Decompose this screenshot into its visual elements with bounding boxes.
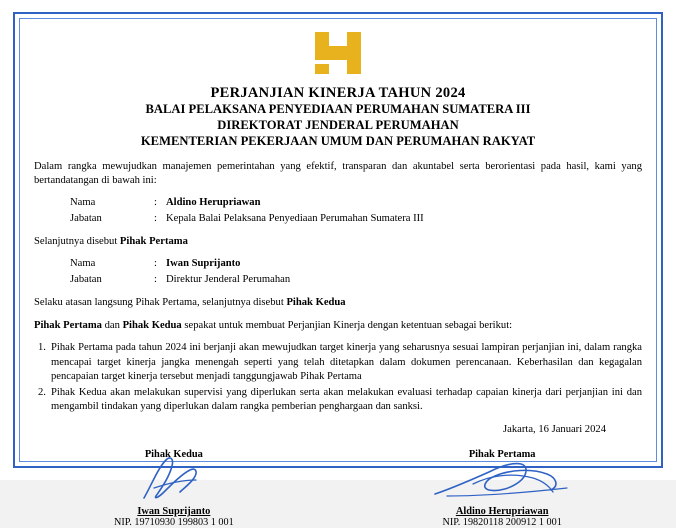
- pupr-logo-icon: [315, 32, 361, 74]
- party-second-position-label: Jabatan: [70, 273, 102, 285]
- clause-number: 2.: [38, 387, 46, 399]
- agreement-rest: sepakat untuk membuat Perjanjian Kinerja dengan ketentuan sebagai berikut:: [181, 320, 513, 332]
- clause-list: [34, 341, 642, 414]
- signature-left-mark-area: [34, 460, 314, 506]
- intro-paragraph: Dalam rangka mewujudkan manajemen pemerintahan yang efektif, transparan dan akuntabel serta berorientasi pada hasil, kami yang bertandatangan di bawah ini:: [34, 161, 642, 187]
- clause-item: [34, 341, 642, 384]
- document-subtitle-ministry: KEMENTERIAN PEKERJAAN UMUM DAN PERUMAHAN RAKYAT: [140, 133, 536, 148]
- party-first-position-separator: :: [154, 212, 157, 224]
- party-first-name-separator: :: [154, 197, 157, 209]
- signature-left-name: Iwan Suprijanto: [137, 506, 211, 518]
- logo-shape-left: [315, 32, 329, 60]
- party-first-details: [70, 195, 642, 226]
- clause-text: Pihak Kedua akan melakukan supervisi yang diperlukan serta akan melakukan evaluasi terhadap capaian kinerja dari perjanjian ini dan mengambil tindakan yang diperlukan dalam rangka pemberian penghargaan dan sanksi.: [51, 387, 642, 413]
- party-second-details: [70, 256, 642, 287]
- party-second-designation-label: Pihak Kedua: [286, 297, 346, 309]
- party-first-position-row: [70, 211, 642, 226]
- clause-number: 1.: [38, 342, 46, 354]
- document-title: PERJANJIAN KINERJA TAHUN 2024: [210, 85, 466, 101]
- agreement-conjunction: dan: [101, 320, 123, 332]
- agreement-party-first: Pihak Pertama: [34, 320, 102, 332]
- party-second-designation-prefix: Selaku atasan langsung Pihak Pertama, selanjutnya disebut: [34, 297, 287, 309]
- signature-right-nip: NIP. 19820118 200912 1 001: [442, 517, 562, 528]
- party-second-name-separator: :: [154, 258, 157, 270]
- signature-left-nip: NIP. 19710930 199803 1 001: [113, 517, 234, 528]
- party-first-name-label: Nama: [70, 197, 96, 209]
- signature-right-name: Aldino Herupriawan: [455, 506, 549, 518]
- clause-item: [34, 386, 642, 414]
- signature-right-icon: [427, 454, 577, 506]
- signature-left-icon: [114, 454, 234, 504]
- party-second-name-value: Iwan Suprijanto: [166, 258, 241, 270]
- party-second-position-value: Direktur Jenderal Perumahan: [166, 273, 291, 285]
- party-first-designation-prefix: Selanjutnya disebut: [34, 236, 120, 248]
- party-first-designation-label: Pihak Pertama: [119, 236, 188, 248]
- party-second-name-label: Nama: [70, 258, 96, 270]
- party-second-position-separator: :: [154, 273, 157, 285]
- agreement-statement: [34, 319, 642, 333]
- document-content: [34, 26, 642, 528]
- party-first-designation: [34, 235, 642, 249]
- party-first-position-label: Jabatan: [70, 212, 102, 224]
- party-second-designation: [34, 296, 642, 310]
- agreement-party-second: Pihak Kedua: [122, 320, 182, 332]
- signature-right-title: Pihak Pertama: [468, 449, 536, 461]
- clause-text: Pihak Pertama pada tahun 2024 ini berjanji akan mewujudkan target kinerja yang seharusnya sesuai lampiran perjanjian ini, dalam rangka mencapai target kinerja jangka menengah seperti yang telah ditetapkan dalam dokumen perencanaan. Keberhasilan dan kegagalan pencapaian target kinerja tersebut menjadi tanggungjawab Pihak Pertama: [51, 342, 642, 382]
- party-first-position-value: Kepala Balai Pelaksana Penyediaan Perumahan Sumatera III: [166, 212, 424, 224]
- signature-block-left: [34, 449, 314, 528]
- signature-left-title: Pihak Kedua: [144, 449, 203, 461]
- party-second-name-row: [70, 256, 642, 271]
- logo-container: [34, 32, 642, 76]
- party-second-position-row: [70, 272, 642, 287]
- logo-shape-right: [347, 32, 361, 74]
- party-first-name-value: Aldino Herupriawan: [166, 197, 261, 209]
- document-title-block: [34, 84, 642, 149]
- document-subtitle-unit: BALAI PELAKSANA PENYEDIAAN PERUMAHAN SUMATERA III: [145, 102, 531, 117]
- signature-block-right: [362, 449, 642, 528]
- party-first-name-row: [70, 195, 642, 210]
- logo-shape-dot: [315, 64, 329, 74]
- place-and-date: Jakarta, 16 Januari 2024: [503, 424, 606, 436]
- logo-shape-mid: [329, 46, 347, 60]
- signature-row: [34, 449, 642, 528]
- document-subtitle-directorate: DIREKTORAT JENDERAL PERUMAHAN: [217, 117, 459, 132]
- signature-right-mark-area: [362, 460, 642, 506]
